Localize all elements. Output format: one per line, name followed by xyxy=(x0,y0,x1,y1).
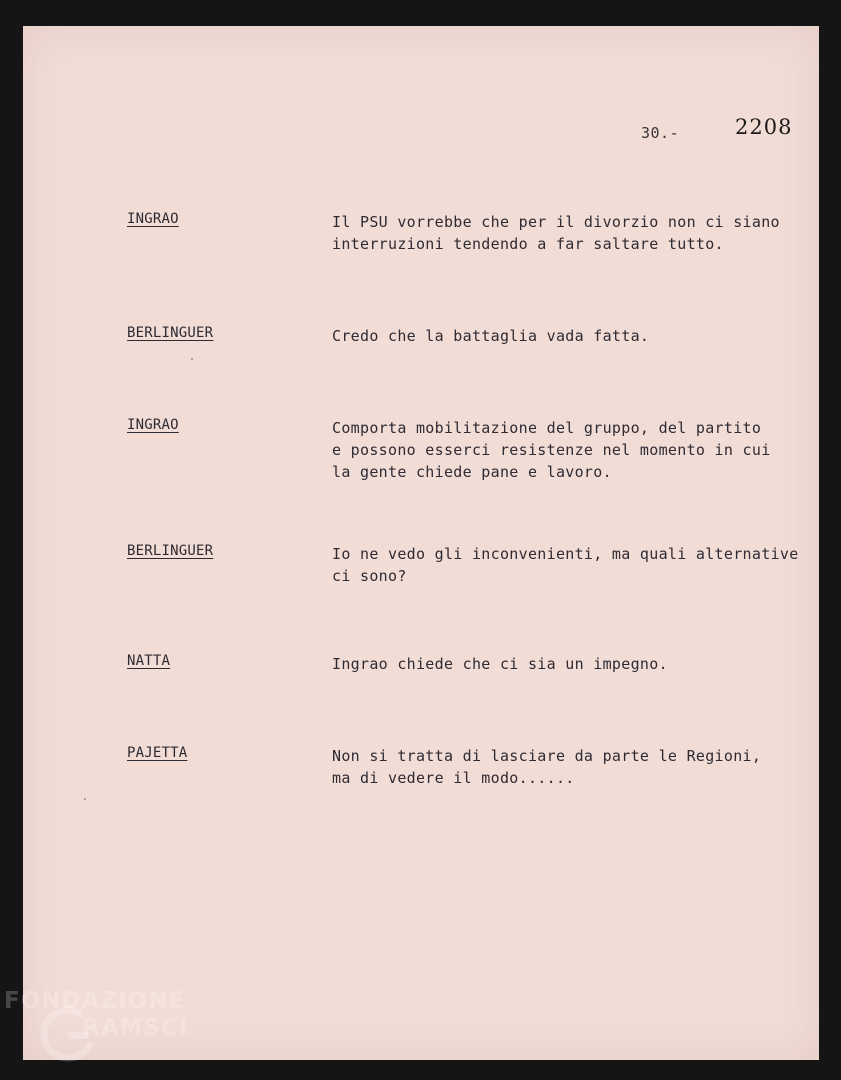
speaker-name: BERLINGUER xyxy=(127,325,214,341)
speaker-name: NATTA xyxy=(127,653,171,669)
speaker-name: INGRAO xyxy=(127,417,179,433)
paper-speck xyxy=(84,798,86,800)
fondazione-gramsci-watermark xyxy=(4,988,214,1068)
speech-text: Io ne vedo gli inconvenienti, ma quali alternative ci sono? xyxy=(332,545,799,585)
speech-text: Non si tratta di lasciare da parte le Regioni, ma di vedere il modo...... xyxy=(332,747,762,787)
document-page xyxy=(23,26,819,1060)
watermark-line1: FONDAZIONE xyxy=(4,988,186,1014)
speaker-name: BERLINGUER xyxy=(127,543,214,559)
speaker-name: INGRAO xyxy=(127,211,179,227)
paper-speck xyxy=(191,358,193,360)
watermark-line2: RAMSCI xyxy=(82,1015,189,1041)
page-number: 30.- xyxy=(641,124,680,142)
speech-text: Credo che la battaglia vada fatta. xyxy=(332,327,650,345)
speech-text: Ingrao chiede che ci sia un impegno. xyxy=(332,655,668,673)
archive-number: 2208 xyxy=(735,115,793,139)
speaker-name: PAJETTA xyxy=(127,745,188,761)
speech-text: Comporta mobilitazione del gruppo, del partito e possono esserci resistenze nel momento in cui la gente chiede pane e lavoro. xyxy=(332,419,771,481)
speech-text: Il PSU vorrebbe che per il divorzio non ci siano interruzioni tendendo a far saltare tutto. xyxy=(332,213,780,253)
